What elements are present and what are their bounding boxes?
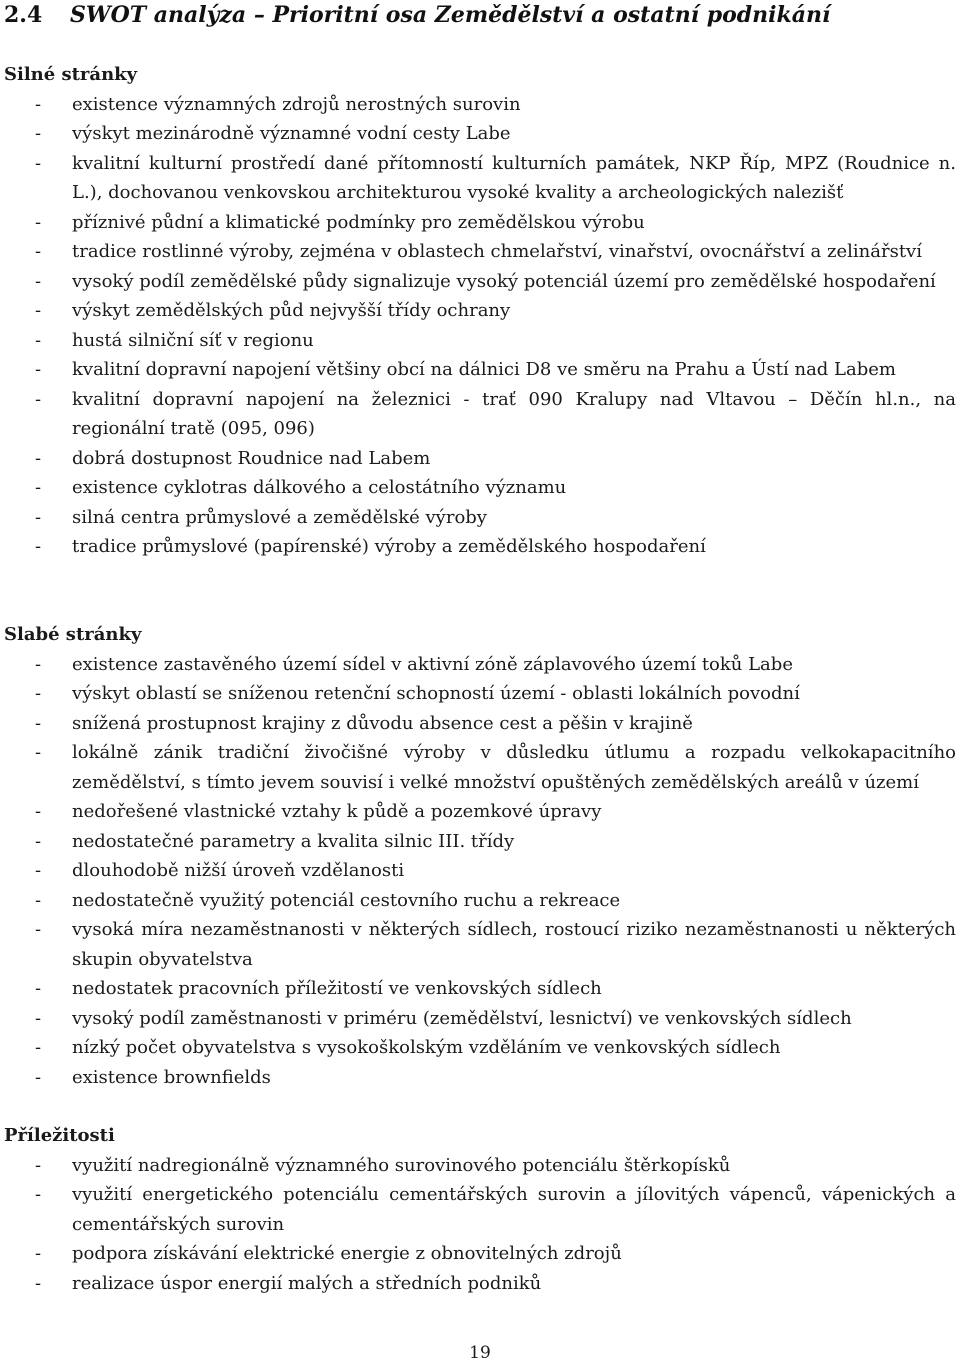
list-item bbox=[4, 444, 956, 474]
list-item-text: dlouhodobě nižší úroveň vzdělanosti bbox=[72, 860, 405, 881]
list-item-text: existence cyklotras dálkového a celostátního významu bbox=[72, 477, 567, 498]
list-item-text: existence zastavěného území sídel v aktivní zóně záplavového území toků Labe bbox=[72, 653, 793, 675]
list-item bbox=[4, 856, 956, 886]
list-item bbox=[4, 1180, 956, 1239]
list-item bbox=[4, 208, 956, 238]
list-item-text: lokálně zánik tradiční živočišné výroby v důsledku útlumu a rozpadu velkokapacitního zemědělství, s tímto jevem souvisí i velké množství opuštěných zemědělských areálů v území bbox=[72, 742, 956, 793]
bullet-dash: - bbox=[35, 1272, 42, 1294]
list-item bbox=[4, 385, 956, 444]
opportunities-section bbox=[4, 1121, 956, 1298]
bullet-dash: - bbox=[35, 1037, 42, 1058]
list-item bbox=[4, 237, 956, 267]
list-item-text: hustá silniční síť v regionu bbox=[72, 329, 314, 351]
list-item bbox=[4, 296, 956, 326]
list-item-text: podpora získávání elektrické energie z obnovitelných zdrojů bbox=[72, 1243, 622, 1264]
list-item bbox=[4, 1063, 956, 1093]
list-item bbox=[4, 886, 956, 916]
bullet-dash: - bbox=[35, 152, 42, 174]
list-item-text: vysoká míra nezaměstnanosti v některých sídlech, rostoucí riziko nezaměstnanosti u některých skupin obyvatelstva bbox=[72, 919, 956, 970]
bullet-dash: - bbox=[35, 889, 42, 911]
list-item bbox=[4, 650, 956, 680]
bullet-dash: - bbox=[35, 1154, 42, 1176]
strengths-title: Silné stránky bbox=[4, 64, 138, 85]
list-item-text: existence významných zdrojů nerostných surovin bbox=[72, 93, 521, 115]
list-item-text: nedostatečné parametry a kvalita silnic III. třídy bbox=[72, 830, 515, 852]
list-item bbox=[4, 1239, 956, 1269]
heading-title: SWOT analýza – Prioritní osa Zemědělství a ostatní podnikání bbox=[70, 2, 831, 28]
list-item-text: využití energetického potenciálu cementářských surovin a jílovitých vápenců, vápenických a cementářských surovin bbox=[72, 1184, 956, 1235]
bullet-dash: - bbox=[35, 447, 42, 469]
list-item-text: vysoký podíl zaměstnanosti v priméru (zemědělství, lesnictví) ve venkovských sídlech bbox=[72, 1007, 852, 1029]
list-item bbox=[4, 326, 956, 356]
list-item-text: výskyt oblastí se sníženou retenční schopností území - oblasti lokálních povodní bbox=[72, 683, 800, 704]
opportunities-title: Příležitosti bbox=[4, 1125, 115, 1146]
bullet-dash: - bbox=[35, 270, 42, 292]
bullet-dash: - bbox=[35, 211, 42, 233]
list-item bbox=[4, 355, 956, 385]
list-item-text: tradice průmyslové (papírenské) výroby a zemědělského hospodaření bbox=[72, 536, 706, 557]
bullet-dash: - bbox=[35, 123, 42, 144]
list-item bbox=[4, 503, 956, 533]
list-item-text: využití nadregionálně významného surovinového potenciálu štěrkopísků bbox=[72, 1154, 731, 1176]
bullet-dash: - bbox=[35, 919, 42, 940]
list-item-text: kvalitní dopravní napojení většiny obcí na dálnici D8 ve směru na Prahu a Ústí nad Labem bbox=[72, 359, 896, 380]
list-item bbox=[4, 1269, 956, 1299]
list-item bbox=[4, 709, 956, 739]
list-item-text: příznivé půdní a klimatické podmínky pro zemědělskou výrobu bbox=[72, 211, 645, 233]
bullet-dash: - bbox=[35, 329, 42, 351]
bullet-dash: - bbox=[35, 1243, 42, 1264]
page-number: 19 bbox=[469, 1343, 491, 1363]
list-item bbox=[4, 738, 956, 797]
list-item-text: nedostatečně využitý potenciál cestovního ruchu a rekreace bbox=[72, 889, 621, 911]
bullet-dash: - bbox=[35, 712, 42, 734]
bullet-dash: - bbox=[35, 742, 42, 763]
bullet-dash: - bbox=[35, 359, 42, 380]
bullet-dash: - bbox=[35, 536, 42, 557]
section-heading bbox=[0, 0, 830, 30]
bullet-dash: - bbox=[35, 801, 42, 822]
bullet-dash: - bbox=[35, 300, 42, 321]
weaknesses-section bbox=[4, 620, 956, 1092]
list-item bbox=[4, 149, 956, 208]
list-item-text: dobrá dostupnost Roudnice nad Labem bbox=[72, 447, 431, 469]
list-item-text: nedostatek pracovních příležitostí ve venkovských sídlech bbox=[72, 978, 602, 999]
bullet-dash: - bbox=[35, 1184, 42, 1205]
bullet-dash: - bbox=[35, 978, 42, 999]
bullet-dash: - bbox=[35, 1066, 42, 1088]
weaknesses-list bbox=[4, 650, 956, 1093]
bullet-dash: - bbox=[35, 683, 42, 704]
list-item-text: realizace úspor energií malých a středních podniků bbox=[72, 1272, 542, 1294]
opportunities-list bbox=[4, 1151, 956, 1299]
list-item bbox=[4, 827, 956, 857]
list-item bbox=[4, 90, 956, 120]
list-item bbox=[4, 267, 956, 297]
bullet-dash: - bbox=[35, 241, 42, 262]
list-item bbox=[4, 679, 956, 709]
list-item-text: kvalitní dopravní napojení na železnici - trať 090 Kralupy nad Vltavou – Děčín hl.n., na regionální tratě (095, 096) bbox=[72, 388, 956, 439]
list-item bbox=[4, 1004, 956, 1034]
list-item-text: tradice rostlinné výroby, zejména v oblastech chmelařství, vinařství, ovocnářství a zelinářství bbox=[72, 241, 922, 262]
weaknesses-title: Slabé stránky bbox=[4, 624, 142, 645]
list-item-text: nedořešené vlastnické vztahy k půdě a pozemkové úpravy bbox=[72, 801, 602, 822]
bullet-dash: - bbox=[35, 1007, 42, 1029]
list-item-text: kvalitní kulturní prostředí dané přítomností kulturních památek, NKP Říp, MPZ (Roudnice n. L.), dochovanou venkovskou architekturou vysoké kvality a archeologických nalezišť bbox=[72, 152, 956, 203]
list-item bbox=[4, 974, 956, 1004]
list-item-text: výskyt mezinárodně významné vodní cesty Labe bbox=[72, 123, 511, 144]
list-item-text: nízký počet obyvatelstva s vysokoškolským vzděláním ve venkovských sídlech bbox=[72, 1037, 781, 1058]
strengths-list bbox=[4, 90, 956, 562]
list-item bbox=[4, 915, 956, 974]
list-item-text: silná centra průmyslové a zemědělské výroby bbox=[72, 506, 487, 528]
list-item-text: snížená prostupnost krajiny z důvodu absence cest a pěšin v krajině bbox=[72, 712, 693, 734]
heading-number: 2.4 bbox=[4, 2, 43, 28]
bullet-dash: - bbox=[35, 860, 42, 881]
list-item bbox=[4, 1151, 956, 1181]
strengths-section bbox=[4, 60, 956, 562]
list-item bbox=[4, 797, 956, 827]
bullet-dash: - bbox=[35, 506, 42, 528]
list-item-text: výskyt zemědělských půd nejvyšší třídy ochrany bbox=[72, 300, 511, 321]
list-item-text: existence brownfields bbox=[72, 1066, 271, 1088]
list-item bbox=[4, 473, 956, 503]
list-item-text: vysoký podíl zemědělské půdy signalizuje vysoký potenciál území pro zemědělské hospodaření bbox=[72, 270, 936, 292]
bullet-dash: - bbox=[35, 477, 42, 498]
list-item bbox=[4, 1033, 956, 1063]
bullet-dash: - bbox=[35, 388, 42, 410]
bullet-dash: - bbox=[35, 653, 42, 675]
bullet-dash: - bbox=[35, 93, 42, 115]
list-item bbox=[4, 532, 956, 562]
bullet-dash: - bbox=[35, 830, 42, 852]
list-item bbox=[4, 119, 956, 149]
